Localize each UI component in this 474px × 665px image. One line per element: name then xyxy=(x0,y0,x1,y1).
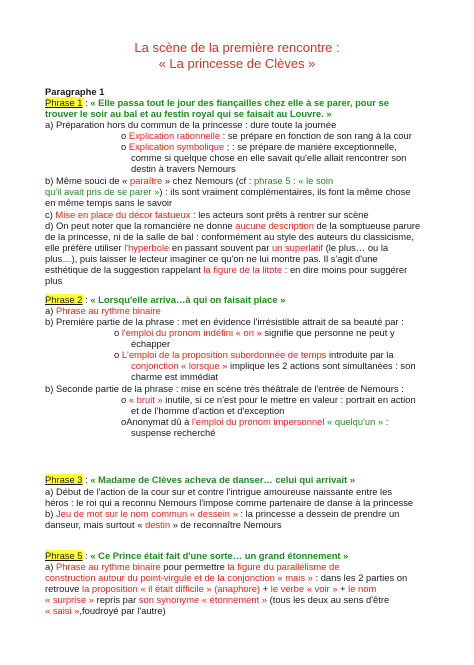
p3-point-a: a) Début de l'action de la cour sur et contre l'intrigue amoureuse naissante entre les xyxy=(45,486,393,497)
p1-point-c: c) Mise en place du décor fastueux : les acteurs sont prêts à rentrer sur scène xyxy=(45,209,369,220)
phrase5-label: Phrase 5 xyxy=(45,550,83,561)
phrase3-quote: « Madame de Clèves acheva de danser… celui qui arrivait » xyxy=(90,474,356,485)
p2-point-b2: b) Seconde partie de la phrase : mise en scène très théâtrale de l'entrée de Nemours : xyxy=(45,383,404,394)
phrase2-label: Phrase 2 xyxy=(45,294,83,305)
p2-b-bullet2-l3: charme est immédiat xyxy=(131,371,219,382)
p1-point-d-l5: esthétique de la suggestion rappelant la figure de la litote : en dire moins pour suggérer xyxy=(45,264,408,275)
p3-point-a-l2: héros : le roi qui a reconnu Nemours l'impose comme partenaire de danse à la princesse xyxy=(45,497,414,508)
p2-b2-bullet2-l2: suspense recherché xyxy=(131,427,216,438)
p2-b-bullet2-l2: conjonction « lorsque » implique les 2 actions sont simultanées : son xyxy=(131,360,416,371)
p1-point-d-l6: plus xyxy=(45,275,63,286)
document-title-line2: « La princesse de Clèves » xyxy=(158,56,316,71)
phrase3-heading: Phrase 3 : « Madame de Clèves acheva de danser… celui qui arrivait » xyxy=(45,474,356,485)
p1-point-b: b) Même souci de « paraître » chez Nemours (cf : phrase 5 : « le soin xyxy=(45,175,334,186)
p5-point-a-l5: « saisi »,foudroyé par l'autre) xyxy=(45,605,166,616)
phrase5-quote: « Ce Prince était fait d'une sorte… un grand étonnement » xyxy=(90,550,349,561)
p1-point-d: d) On peut noter que la romancière ne donne aucune description de la somptueuse parure xyxy=(45,220,421,231)
phrase1-quote: « Elle passa tout le jour des fiançailles chez elle à se parer, pour se xyxy=(90,97,389,108)
p1-a-bullet2-l2: comme si quelque chose en elle savait qu'elle allait rencontrer son xyxy=(131,152,407,163)
phrase1-sep: : xyxy=(82,97,91,108)
p2-b-bullet2: o L'emploi de la proposition subordonnée de temps introduite par la xyxy=(114,349,394,360)
p1-a-bullet2-l3: destin à travers Nemours xyxy=(131,163,236,174)
phrase1-label: Phrase 1 xyxy=(45,97,83,108)
p2-b2-bullet1: o « bruit » inutile, si ce n'est pour le mettre en valeur : portrait en action xyxy=(121,394,416,405)
p3-point-b-l2: danseur, mais surtout « destin » de reconnaître Nemours xyxy=(45,519,282,530)
p2-b2-bullet1-l2: et de l'homme d'action et d'exception xyxy=(131,405,285,416)
p5-point-a-l4: « surprise » repris par son synonyme « étonnement » (tous les deux au sens d'être xyxy=(45,594,390,605)
phrase1-heading xyxy=(45,97,389,109)
p1-a-bullet1: o Explication rationnelle : se prépare en fonction de son rang à la cour xyxy=(121,130,412,141)
p1-a-bullet2: o Explication symbolique ; : se prépare de manière exceptionnelle, xyxy=(121,141,397,152)
p2-point-a: a) Phrase au rythme binaire xyxy=(45,305,161,316)
p5-point-a-l3: retrouve la proposition « il était difficile » (anaphore) + le verbe « voir » + le nom xyxy=(45,583,377,594)
p2-b-bullet1-l2: échapper xyxy=(131,338,171,349)
p1-point-a: a) Préparation hors du commun de la princesse : dure toute la journée xyxy=(45,119,337,130)
p5-point-a: a) Phrase au rythme binaire pour permettre la figure du parallélisme de xyxy=(45,561,340,572)
phrase1-quote-cont: trouver le soir au bal et au festin royal qui se faisait au Louvre. » xyxy=(45,108,332,119)
p1-point-d-l3: elle préfère utiliser l'hyperbole en passant souvent par un superlatif (le plus… ou la xyxy=(45,242,389,253)
p2-point-b: b) Première partie de la phrase : met en évidence l'irrésistible attrait de sa beauté par : xyxy=(45,316,404,327)
paragraph-heading: Paragraphe 1 xyxy=(45,86,105,97)
phrase5-heading: Phrase 5 : « Ce Prince était fait d'une sorte… un grand étonnement » xyxy=(45,550,349,561)
p2-b-bullet1: o l'emploi du pronom indéfini « on » signifie que personne ne peut y xyxy=(114,327,395,338)
p1-point-d-l2: de la princesse, ni de la salle de bal : conformément au style des auteurs du classicisme, xyxy=(45,231,414,242)
p1-point-b-l2: qu'il avait pris de se parer ») : ils sont vraiment complémentaires, ils font la même chose xyxy=(45,186,411,197)
phrase3-label: Phrase 3 xyxy=(45,474,83,485)
document-title-line1: La scène de la première rencontre : xyxy=(134,40,340,55)
p1-point-b-l3: en même temps sans le savoir xyxy=(45,197,173,208)
p5-point-a-l2: construction autour du point-virgule et de la conjonction « mais » : dans les 2 parties on xyxy=(45,572,408,583)
p1-point-d-l4: plus…), puis laisser le lecteur imaginer ce qu'on ne lui montre pas. Il s'agit d'une xyxy=(45,253,378,264)
phrase2-heading: Phrase 2 : « Lorsqu'elle arriva…à qui on faisait place » xyxy=(45,294,286,305)
p2-b2-bullet2: oAnonymat dû à l'emploi du pronom impersonnel « quelqu'un » : xyxy=(121,416,389,427)
p3-point-b: b) Jeu de mot sur le nom commun « dessein » : la princesse a dessein de prendre un xyxy=(45,508,400,519)
phrase2-quote: « Lorsqu'elle arriva…à qui on faisait place » xyxy=(90,294,286,305)
